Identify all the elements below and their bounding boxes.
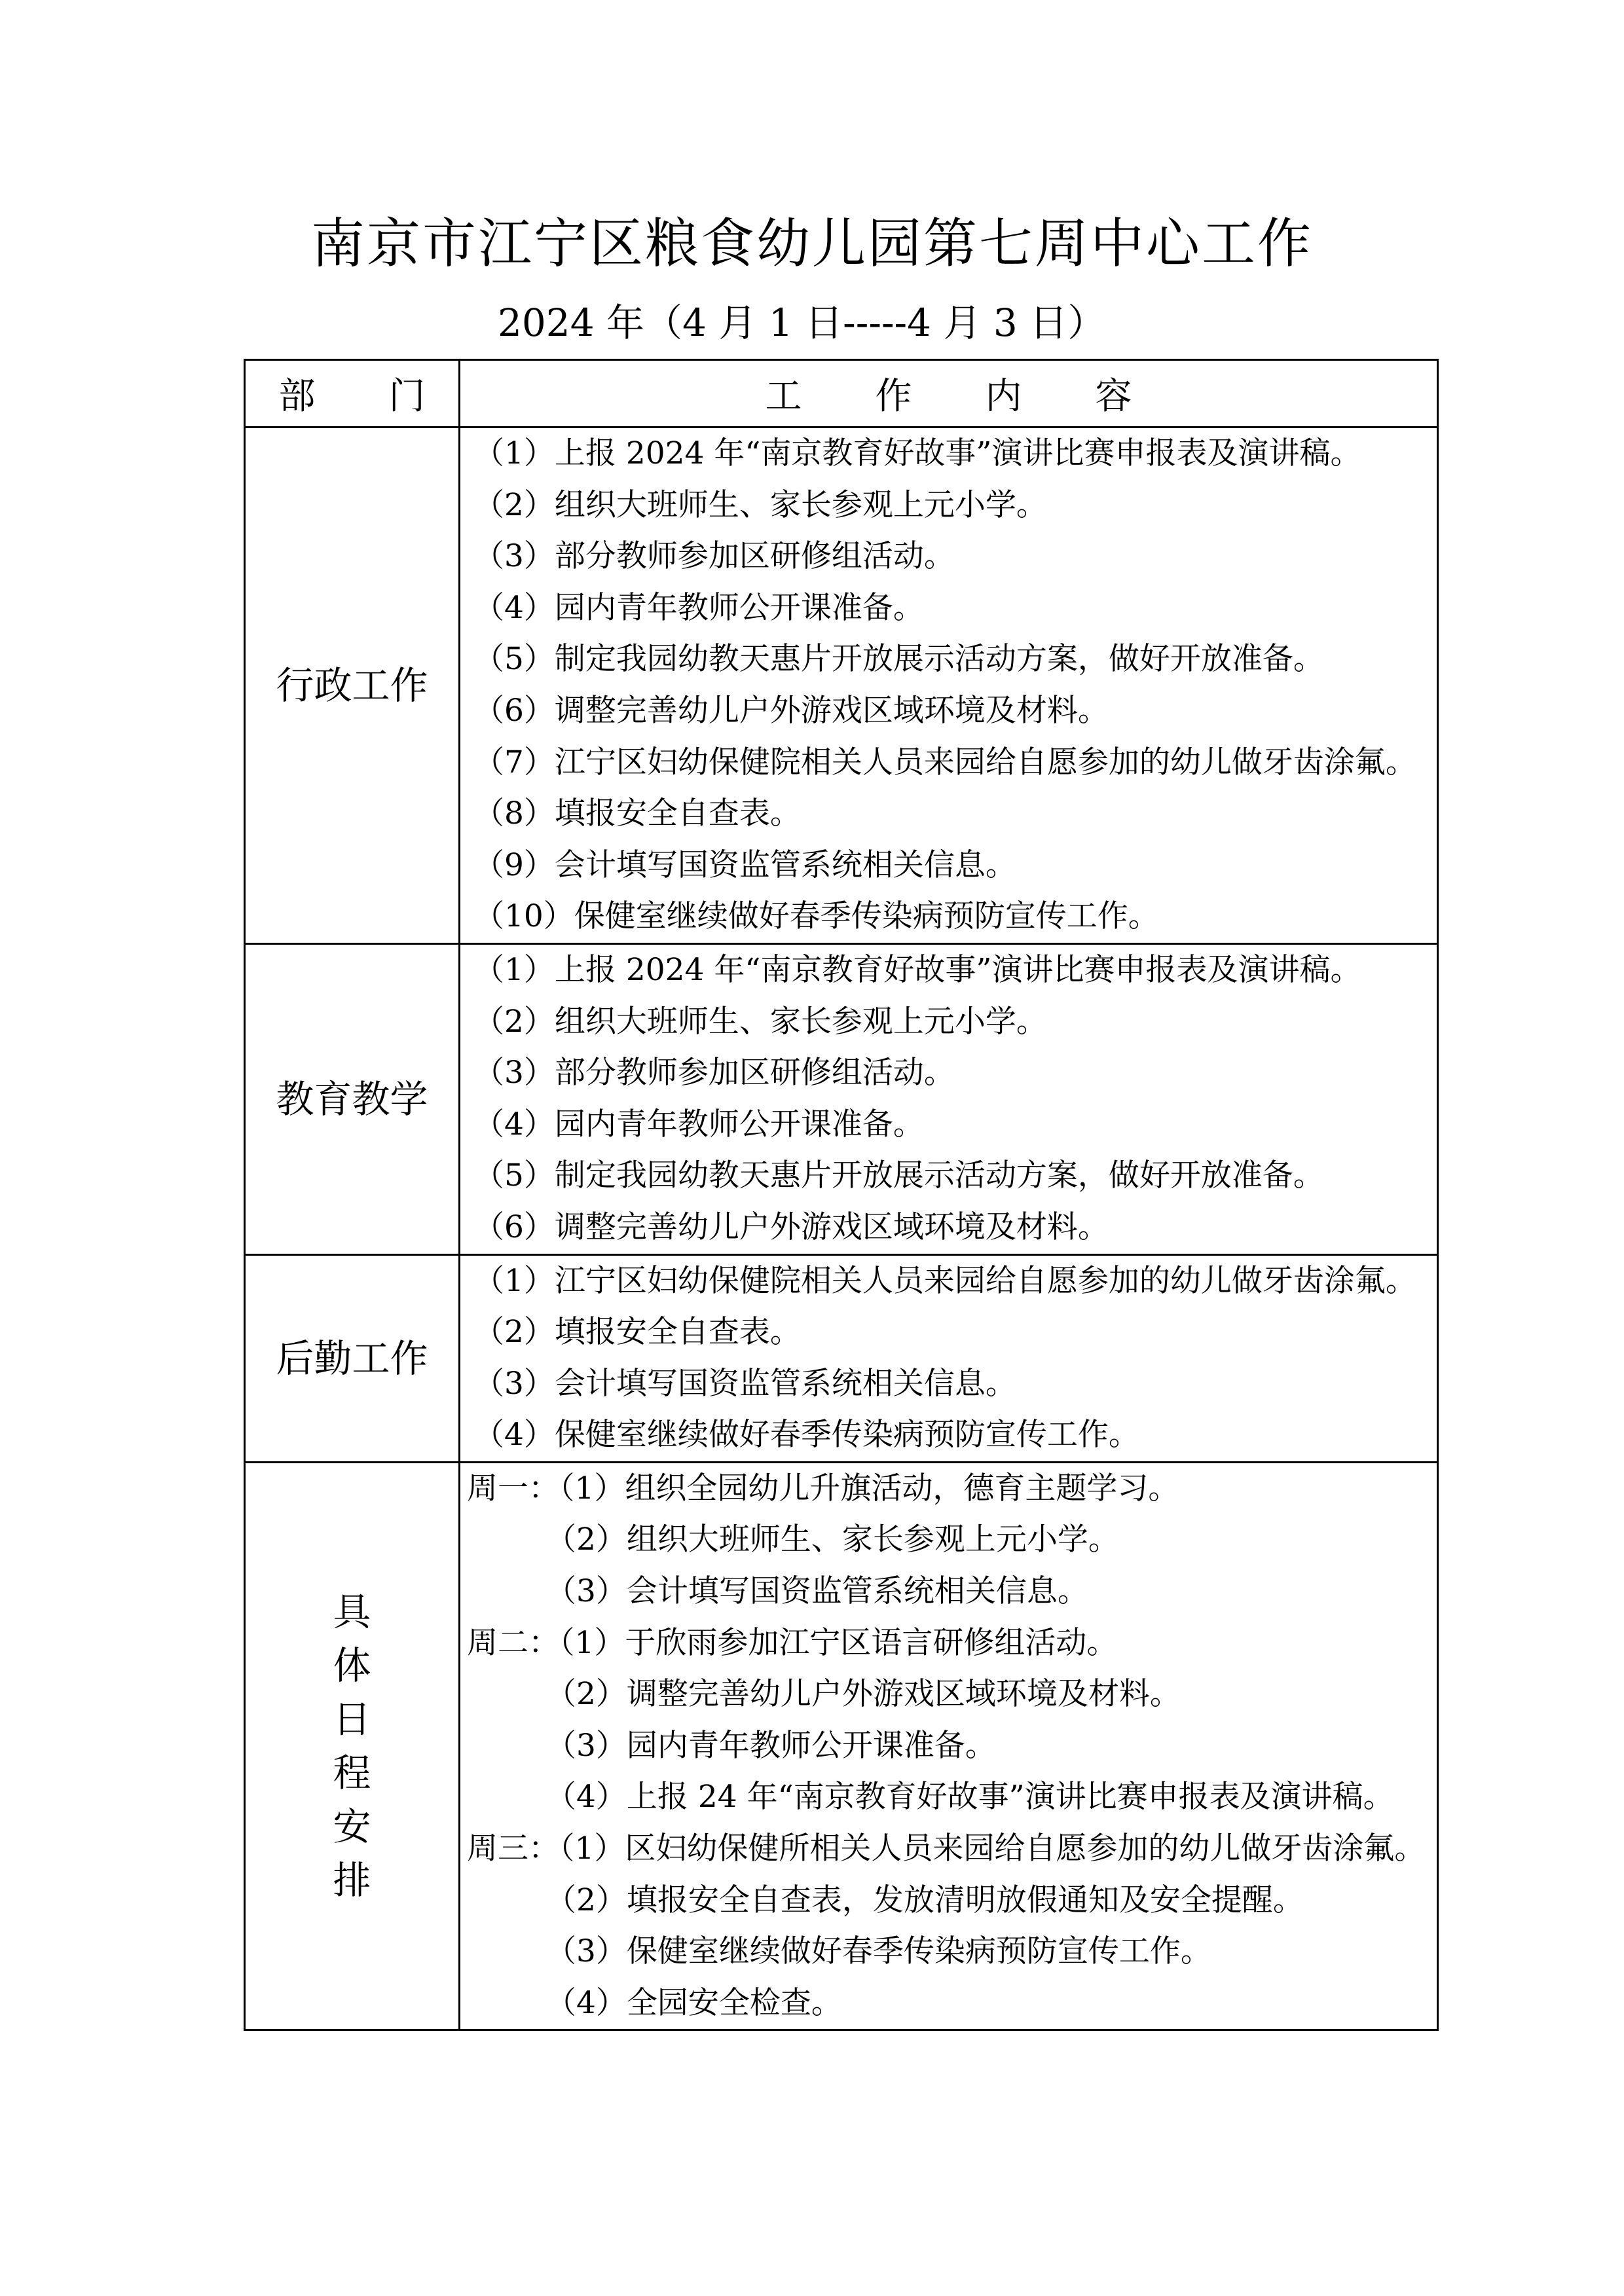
department-column-header: 部 门 [245, 360, 460, 428]
list-item: （2）填报安全自查表，发放清明放假通知及安全提醒。 [545, 1882, 1304, 1918]
list-item: （3）部分教师参加区研修组活动。 [473, 538, 955, 575]
list-item: （1）组织全园幼儿升旗活动，德育主题学习。 [559, 1470, 1179, 1506]
table-row [245, 1254, 1438, 1462]
content-column-header: 工 作 内 容 [460, 360, 1438, 428]
list-item: （10）保健室继续做好春季传染病预防宣传工作。 [473, 898, 1159, 935]
list-item: （2）填报安全自查表。 [473, 1314, 801, 1351]
list-item: （4）园内青年教师公开课准备。 [473, 1106, 924, 1142]
list-item: （1）江宁区妇幼保健院相关人员来园给自愿参加的幼儿做牙齿涂氟。 [473, 1262, 1416, 1299]
day-label: 周三： [467, 1831, 559, 1867]
list-item: （4）上报 24 年“南京教育好故事”演讲比赛申报表及演讲稿。 [545, 1779, 1394, 1815]
list-item: （5）制定我园幼教天惠片开放展示活动方案，做好开放准备。 [473, 641, 1324, 678]
department-admin: 行政工作 [245, 428, 460, 944]
table-row [245, 943, 1438, 1254]
vertical-label-char: 程 [333, 1751, 371, 1796]
table-row [245, 428, 1438, 944]
vertical-label-char: 体 [333, 1643, 371, 1688]
content-logistics [460, 1254, 1438, 1462]
list-item: （2）组织大班师生、家长参观上元小学。 [473, 1003, 1047, 1040]
list-item: （4）园内青年教师公开课准备。 [473, 589, 924, 626]
list-item: （9）会计填写国资监管系统相关信息。 [473, 847, 1016, 883]
vertical-label-char: 排 [333, 1858, 371, 1903]
list-item: （2）组织大班师生、家长参观上元小学。 [473, 486, 1047, 523]
day-label: 周一： [467, 1470, 559, 1506]
list-item: （1）于欣雨参加江宁区语言研修组活动。 [559, 1624, 1118, 1661]
list-item: （4）保健室继续做好春季传染病预防宣传工作。 [473, 1417, 1139, 1453]
day-label: 周二： [467, 1624, 559, 1661]
schedule-day-monday [460, 1463, 1437, 1515]
list-item: （3）会计填写国资监管系统相关信息。 [545, 1573, 1088, 1610]
department-schedule [245, 1462, 460, 2030]
list-item: （3）会计填写国资监管系统相关信息。 [473, 1365, 1016, 1402]
table-row [245, 1462, 1438, 2030]
vertical-label-char: 安 [333, 1804, 371, 1850]
list-item: （8）填报安全自查表。 [473, 795, 801, 832]
content-schedule [460, 1462, 1438, 2030]
date-range-subtitle: 2024 年（4 月 1 日-----4 月 3 日） [498, 301, 1106, 345]
content-education [460, 943, 1438, 1254]
list-item: （1）上报 2024 年“南京教育好故事”演讲比赛申报表及演讲稿。 [473, 951, 1361, 988]
list-item: （2）调整完善幼儿户外游戏区域环境及材料。 [545, 1676, 1181, 1713]
list-item: （3）园内青年教师公开课准备。 [545, 1727, 996, 1764]
list-item: （2）组织大班师生、家长参观上元小学。 [545, 1522, 1119, 1558]
list-item: （4）全园安全检查。 [545, 1984, 842, 2021]
page-title: 南京市江宁区粮食幼儿园第七周中心工作 [310, 213, 1313, 275]
list-item: （3）部分教师参加区研修组活动。 [473, 1055, 955, 1091]
schedule-day-tuesday [460, 1618, 1437, 1669]
table-header-row [245, 360, 1438, 428]
department-education: 教育教学 [245, 943, 460, 1254]
list-item: （1）上报 2024 年“南京教育好故事”演讲比赛申报表及演讲稿。 [473, 435, 1361, 471]
work-schedule-table [244, 359, 1439, 2031]
list-item: （6）调整完善幼儿户外游戏区域环境及材料。 [473, 692, 1109, 729]
list-item: （7）江宁区妇幼保健院相关人员来园给自愿参加的幼儿做牙齿涂氟。 [473, 744, 1416, 780]
list-item: （5）制定我园幼教天惠片开放展示活动方案，做好开放准备。 [473, 1157, 1324, 1194]
list-item: （1）区妇幼保健所相关人员来园给自愿参加的幼儿做牙齿涂氟。 [559, 1831, 1426, 1867]
schedule-day-wednesday [460, 1823, 1437, 1875]
list-item: （3）保健室继续做好春季传染病预防宣传工作。 [545, 1933, 1211, 1970]
vertical-label-char: 具 [333, 1590, 371, 1635]
vertical-label-char: 日 [333, 1697, 371, 1742]
content-admin [460, 428, 1438, 944]
list-item: （6）调整完善幼儿户外游戏区域环境及材料。 [473, 1209, 1109, 1245]
department-logistics: 后勤工作 [245, 1254, 460, 1462]
